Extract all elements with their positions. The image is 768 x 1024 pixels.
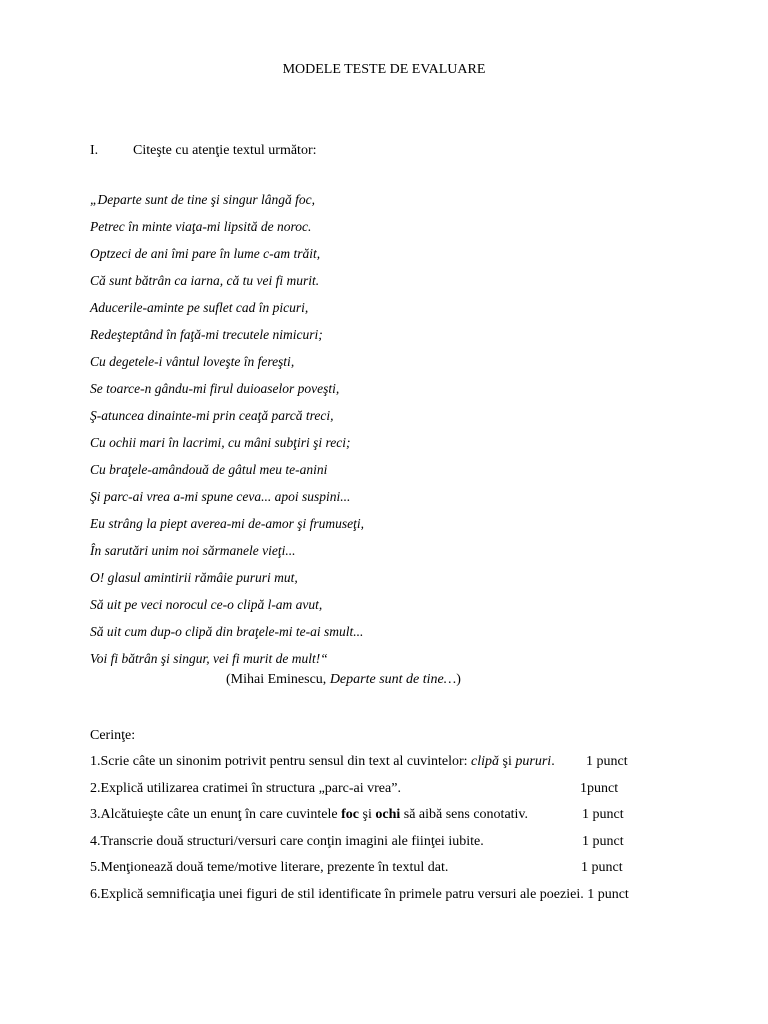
- poem-line: Cu braţele-amândouă de gâtul meu te-anini: [90, 462, 328, 477]
- poem-source: [226, 672, 461, 688]
- poem-line: Se toarce-n gându-mi firul duioaselor poveşti,: [90, 381, 340, 396]
- requirements-list: [90, 752, 690, 911]
- requirement-text: 3.Alcătuieşte câte un enunţ în care cuvintele: [90, 807, 342, 822]
- requirement-keyword: clipă: [471, 754, 500, 769]
- poem: [90, 186, 364, 672]
- section-number: I.: [90, 143, 99, 158]
- poem-line: „Departe sunt de tine şi singur lângă foc,: [90, 192, 315, 207]
- poem-line: Să uit pe veci norocul ce-o clipă l-am avut,: [90, 597, 323, 612]
- poem-line: O! glasul amintirii rămâie pururi mut,: [90, 570, 298, 585]
- poem-line: Să uit cum dup-o clipă din braţele-mi te-ai smult...: [90, 624, 364, 639]
- poem-line: În sarutări unim noi sărmanele vieţi...: [90, 543, 296, 558]
- section-heading: [90, 143, 317, 159]
- poem-line: Aducerile-aminte pe suflet cad în picuri,: [90, 300, 309, 315]
- requirement-points: 1punct: [580, 780, 619, 796]
- requirement-keyword: pururi: [515, 754, 552, 769]
- requirement-text: 1.Scrie câte un sinonim potrivit pentru sensul din text al cuvintelor:: [90, 754, 472, 769]
- source-author: (Mihai Eminescu,: [226, 672, 330, 687]
- requirement-text: 6.Explică semnificaţia unei figuri de stil identificate în primele patru versuri ale poeziei.: [90, 886, 584, 902]
- requirement-text: şi: [499, 754, 516, 769]
- section-instruction: Citeşte cu atenţie textul următor:: [133, 143, 317, 158]
- source-work-title: Departe sunt de tine…: [329, 672, 457, 687]
- requirement-keyword: ochi: [375, 807, 401, 822]
- requirement-text: 5.Menţionează două teme/motive literare, prezente în textul dat.: [90, 860, 449, 875]
- poem-line: Cu ochii mari în lacrimi, cu mâni subţiri şi reci;: [90, 435, 351, 450]
- requirement-points: 1 punct: [581, 860, 623, 875]
- requirement-text: .: [551, 754, 555, 769]
- poem-line: Petrec în minte viaţa-mi lipsită de noroc.: [90, 219, 312, 234]
- requirement-item: [90, 858, 690, 885]
- requirement-points: 1 punct: [587, 886, 629, 902]
- source-close: ): [456, 672, 461, 687]
- requirement-item: [90, 885, 690, 912]
- requirement-item: [90, 752, 690, 779]
- requirement-text: 2.Explică utilizarea cratimei în structura „parc-ai vrea”.: [90, 780, 401, 796]
- poem-line: Şi parc-ai vrea a-mi spune ceva... apoi suspini...: [90, 489, 351, 504]
- requirement-text: să aibă sens conotativ.: [400, 807, 529, 822]
- requirement-points: 1 punct: [586, 754, 628, 769]
- poem-line: Redeşteptând în faţă-mi trecutele nimicuri;: [90, 327, 323, 342]
- poem-line: Optzeci de ani îmi pare în lume c-am trăit,: [90, 246, 321, 261]
- document-title: MODELE TESTE DE EVALUARE: [282, 62, 486, 77]
- poem-line: Voi fi bătrân şi singur, vei fi murit de mult!“: [90, 651, 328, 666]
- requirement-item: [90, 832, 690, 859]
- requirement-keyword: foc: [341, 807, 360, 822]
- poem-line: Ş-atuncea dinainte-mi prin ceaţă parcă treci,: [90, 408, 334, 423]
- requirement-item: [90, 779, 690, 806]
- requirement-points: 1 punct: [582, 833, 624, 849]
- requirement-points: 1 punct: [582, 807, 624, 822]
- requirement-text: 4.Transcrie două structuri/versuri care conţin imagini ale fiinţei iubite.: [90, 833, 484, 849]
- requirement-text: şi: [359, 807, 376, 822]
- requirements-heading: Cerinţe:: [90, 728, 136, 743]
- poem-line: Că sunt bătrân ca iarna, că tu vei fi murit.: [90, 273, 320, 288]
- requirement-item: [90, 805, 690, 832]
- poem-line: Eu strâng la piept averea-mi de-amor şi frumuseţi,: [90, 516, 364, 531]
- poem-line: Cu degetele-i vântul loveşte în fereşti,: [90, 354, 295, 369]
